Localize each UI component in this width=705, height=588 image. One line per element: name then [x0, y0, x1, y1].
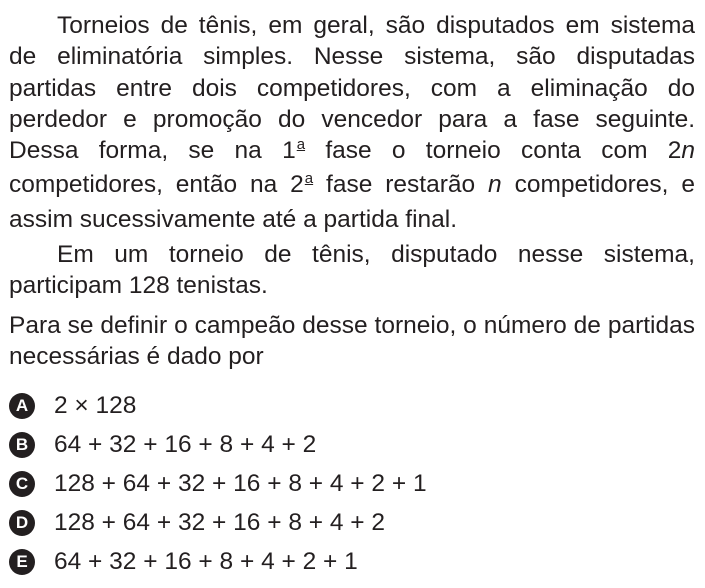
intro-text-part-4: fase restarão: [313, 171, 489, 199]
question-stem: Para se definir o campeão desse torneio, o número de partidas necessárias é dado por: [9, 311, 695, 370]
context-paragraph: Em um torneio de tênis, disputado nesse sistema, participam 128 tenistas.: [9, 241, 695, 300]
option-d[interactable]: [9, 503, 695, 542]
option-e[interactable]: [9, 542, 695, 581]
intro-text-part-5: competidores, e assim sucessivamente até a partida final.: [9, 171, 695, 233]
option-b-text: 64 + 32 + 16 + 8 + 4 + 2: [54, 430, 317, 458]
answer-options: [9, 386, 695, 581]
intro-text-part-3: competidores, então na 2: [9, 171, 304, 199]
option-a-letter-badge: A: [9, 393, 35, 419]
option-e-text: 64 + 32 + 16 + 8 + 4 + 2 + 1: [54, 547, 358, 575]
option-a-text: 2 × 128: [54, 391, 137, 419]
intro-text-part-2: fase o torneio conta com 2: [305, 137, 682, 165]
option-c[interactable]: [9, 464, 695, 503]
option-a[interactable]: [9, 386, 695, 425]
ordinal-marker-1: a: [296, 136, 306, 154]
option-b[interactable]: [9, 425, 695, 464]
variable-n: n: [681, 137, 696, 165]
option-e-letter-badge: E: [9, 549, 35, 575]
option-c-text: 128 + 64 + 32 + 16 + 8 + 4 + 2 + 1: [54, 469, 427, 497]
option-b-letter-badge: B: [9, 432, 35, 458]
variable-n-2: n: [488, 171, 502, 199]
option-d-letter-badge: D: [9, 510, 35, 536]
intro-text-part-1: Torneios de tênis, em geral, são disputados em sistema de eliminatória simples. Nesse sistema, são disputadas partidas entre dois competidores, com a eliminação do perdedor e promoção do vencedor para a fase seguinte. Dessa forma, se na 1: [9, 12, 695, 165]
ordinal-marker-2: a: [304, 170, 314, 188]
option-c-letter-badge: C: [9, 471, 35, 497]
intro-paragraph: [9, 10, 695, 235]
option-d-text: 128 + 64 + 32 + 16 + 8 + 4 + 2: [54, 508, 386, 536]
